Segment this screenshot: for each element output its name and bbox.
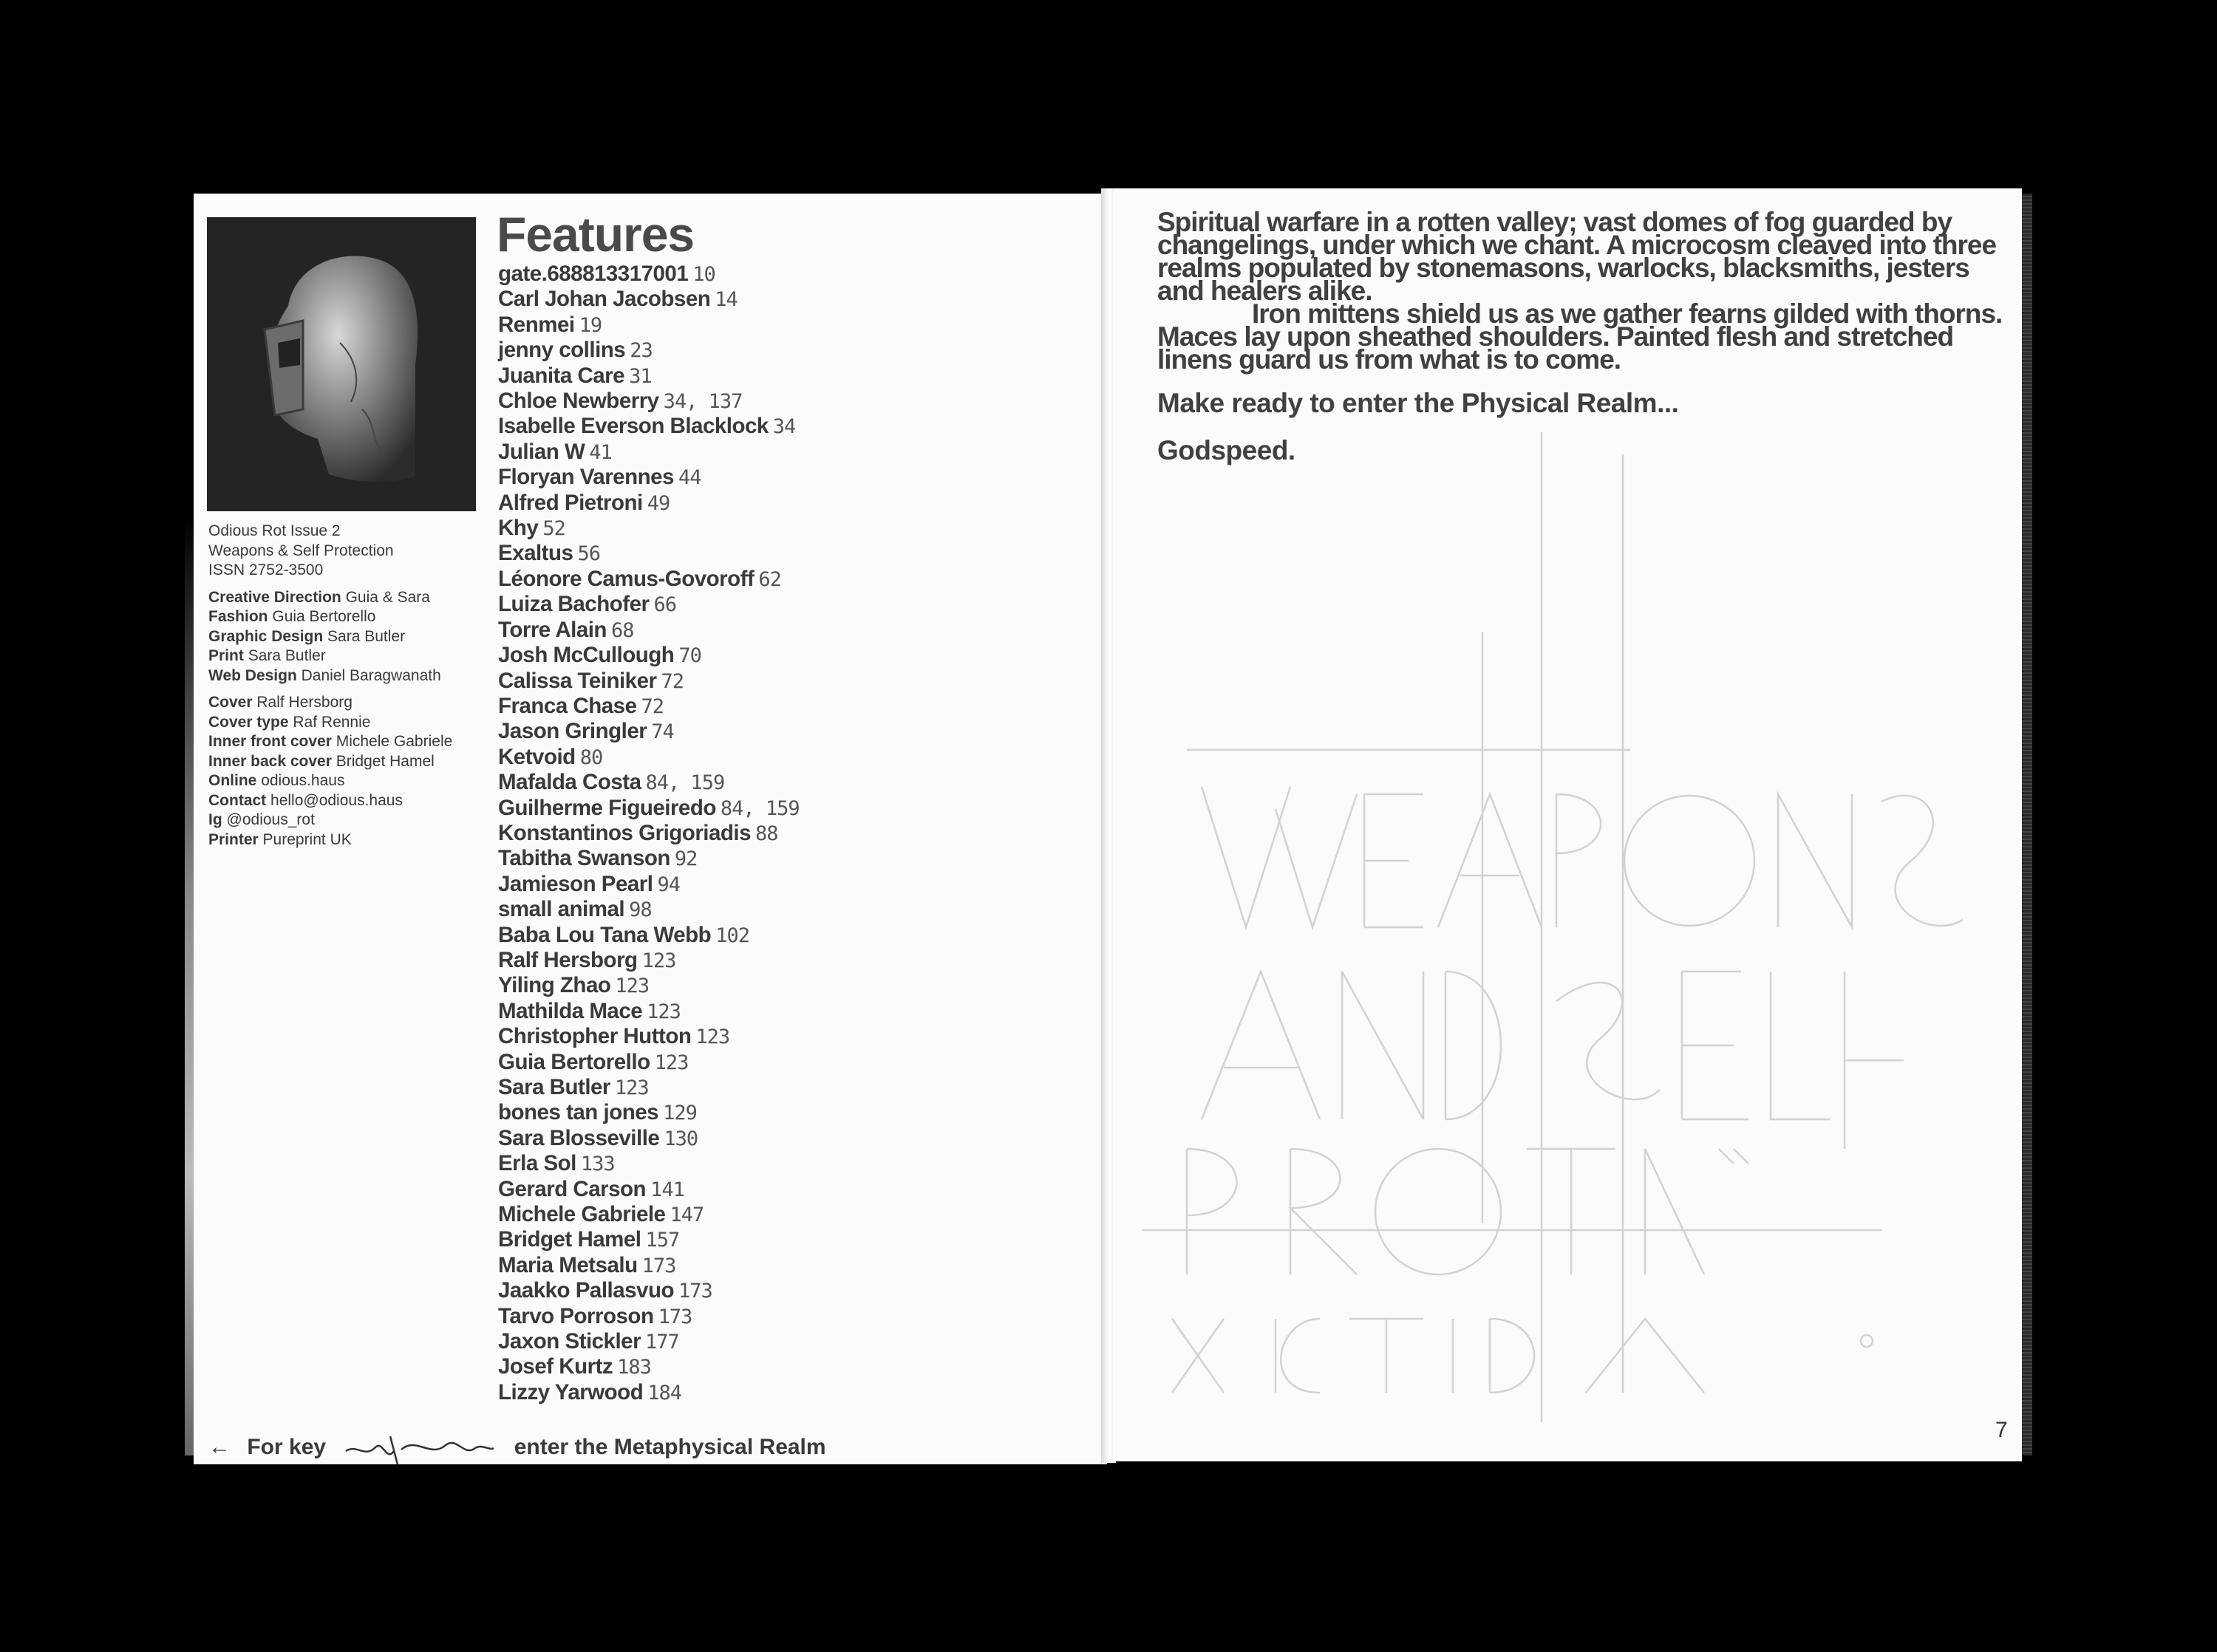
credit-role: Cover type <box>208 713 289 731</box>
feature-pages: 123 <box>654 1051 689 1074</box>
credit-name: Pureprint UK <box>262 830 352 848</box>
credit-row <box>208 627 482 647</box>
feature-row[interactable] <box>498 1304 882 1329</box>
feature-pages: 68 <box>610 618 634 642</box>
feature-pages: 123 <box>695 1025 730 1049</box>
feature-name: Jaxon Stickler <box>498 1329 641 1354</box>
footer-nav[interactable] <box>208 1429 826 1466</box>
left-page <box>194 194 1107 1464</box>
feature-pages: 94 <box>657 873 680 896</box>
feature-pages: 123 <box>615 975 650 998</box>
helmet-photo <box>207 217 476 511</box>
right-page <box>1113 188 2022 1461</box>
feature-row[interactable] <box>498 491 882 516</box>
feature-pages: 70 <box>678 644 701 668</box>
feature-row[interactable] <box>498 618 882 643</box>
feature-pages: 10 <box>692 263 715 286</box>
credit-role: Web Design <box>208 666 297 684</box>
feature-row[interactable] <box>498 923 882 948</box>
feature-row[interactable] <box>498 694 882 719</box>
feature-pages: 44 <box>678 466 701 490</box>
credit-row <box>208 693 482 713</box>
feature-row[interactable] <box>498 719 882 744</box>
credit-role: Online <box>208 772 257 789</box>
credit-name: Michele Gabriele <box>336 733 453 750</box>
feature-name: Christopher Hutton <box>498 1024 692 1049</box>
page-number: 7 <box>1995 1418 2008 1442</box>
feature-pages: 98 <box>629 898 652 922</box>
credit-row <box>208 810 482 830</box>
credit-row <box>208 830 482 850</box>
feature-name: Khy <box>498 516 539 541</box>
feature-pages: 74 <box>651 720 674 744</box>
credit-role: Print <box>208 647 244 664</box>
feature-name: Floryan Varennes <box>498 465 674 490</box>
intro-paragraph-1: Spiritual warfare in a rotten valley; vast domes of fog guarded by changelings, under which we chant. A microcosm cleaved into three realms populated by stonemasons, warlocks, blacksmiths, jesters and healers alike. <box>1157 207 1997 306</box>
feature-name: Sara Butler <box>498 1075 610 1099</box>
feature-pages: 41 <box>589 440 612 464</box>
feature-pages: 62 <box>758 567 781 591</box>
feature-pages: 102 <box>715 924 749 947</box>
feature-row[interactable] <box>498 973 882 998</box>
feature-name: Isabelle Everson Blacklock <box>498 414 769 439</box>
feature-name: Jaakko Pallasvuo <box>498 1278 674 1303</box>
feature-pages: 34, 137 <box>663 390 743 414</box>
credit-row <box>208 752 482 772</box>
feature-pages: 19 <box>579 313 602 337</box>
credit-role: Creative Direction <box>208 588 341 606</box>
credit-name: Guia & Sara <box>345 588 430 606</box>
feature-pages: 133 <box>580 1153 615 1176</box>
credit-row <box>208 666 482 686</box>
feature-name: Sara Blosseville <box>498 1125 660 1150</box>
feature-row[interactable] <box>498 1100 882 1125</box>
feature-pages: 66 <box>653 593 676 617</box>
feature-row[interactable] <box>498 363 882 389</box>
feature-pages: 173 <box>678 1280 712 1303</box>
feature-name: Franca Chase <box>498 693 637 718</box>
credit-role: Ig <box>208 811 222 828</box>
feature-pages: 123 <box>641 949 676 972</box>
feature-name: Exaltus <box>498 541 573 566</box>
feature-name: Baba Lou Tana Webb <box>498 922 712 947</box>
feature-name: Juanita Care <box>498 363 625 388</box>
cta-godspeed: Godspeed. <box>1157 435 1295 465</box>
feature-name: Michele Gabriele <box>498 1202 666 1227</box>
feature-pages: 88 <box>755 822 778 845</box>
feature-pages: 129 <box>663 1102 697 1125</box>
feature-name: Jason Gringler <box>498 719 647 744</box>
feature-pages: 31 <box>629 364 652 388</box>
feature-name: Erla Sol <box>498 1151 576 1176</box>
feature-row[interactable] <box>498 287 882 312</box>
feature-pages: 130 <box>664 1127 698 1150</box>
feature-row[interactable] <box>498 1380 882 1405</box>
feature-row[interactable] <box>498 389 882 414</box>
credit-role: Cover <box>208 694 253 711</box>
colophon <box>208 522 482 857</box>
feature-row[interactable] <box>498 1278 882 1303</box>
footer-text-before: For key <box>247 1435 327 1459</box>
feature-row[interactable] <box>498 516 882 541</box>
feature-name: Guia Bertorello <box>498 1049 650 1074</box>
feature-row[interactable] <box>498 770 882 795</box>
feature-pages: 80 <box>579 745 603 769</box>
feature-name: Mafalda Costa <box>498 770 641 795</box>
credit-name: Bridget Hamel <box>336 752 435 770</box>
feature-name: Ketvoid <box>498 744 576 769</box>
feature-row[interactable] <box>498 872 882 897</box>
feature-row[interactable] <box>498 846 882 871</box>
credit-name: Ralf Hersborg <box>256 694 353 711</box>
colophon-issue-line: Odious Rot Issue 2 <box>208 522 341 539</box>
credit-row <box>208 771 482 791</box>
feature-name: Jamieson Pearl <box>498 871 653 896</box>
credit-name: Sara Butler <box>327 627 406 645</box>
credit-role: Contact <box>208 791 267 809</box>
feature-pages: 14 <box>715 288 738 312</box>
credit-role: Inner back cover <box>208 752 332 770</box>
credit-role: Graphic Design <box>208 627 324 645</box>
credit-name: Raf Rennie <box>293 713 371 731</box>
feature-row[interactable] <box>498 669 882 694</box>
credit-name: @odious_rot <box>226 811 315 828</box>
feature-row[interactable] <box>498 1126 882 1151</box>
credit-role: Printer <box>208 830 259 848</box>
feature-name: Ralf Hersborg <box>498 947 638 972</box>
feature-name: gate.688813317001 <box>498 262 689 286</box>
feature-row[interactable] <box>498 821 882 846</box>
feature-name: small animal <box>498 897 625 922</box>
credit-role: Fashion <box>208 608 268 625</box>
feature-name: Calissa Teiniker <box>498 668 657 693</box>
feature-row[interactable] <box>498 1329 882 1354</box>
feature-row[interactable] <box>498 592 882 617</box>
feature-row[interactable] <box>498 262 882 287</box>
feature-row[interactable] <box>498 796 882 821</box>
feature-row[interactable] <box>498 541 882 566</box>
feature-name: Carl Johan Jacobsen <box>498 287 711 312</box>
feature-pages: 123 <box>614 1076 649 1099</box>
feature-name: Mathilda Mace <box>498 998 643 1023</box>
feature-row[interactable] <box>498 1075 882 1100</box>
feature-pages: 34 <box>772 415 796 439</box>
feature-pages: 84, 159 <box>645 771 725 795</box>
feature-name: Konstantinos Grigoriadis <box>498 820 752 845</box>
feature-row[interactable] <box>498 897 882 922</box>
feature-pages: 72 <box>661 669 684 693</box>
feature-row[interactable] <box>498 567 882 592</box>
feature-pages: 141 <box>650 1178 684 1201</box>
credit-name: Sara Butler <box>248 647 326 664</box>
feature-name: Bridget Hamel <box>498 1227 641 1252</box>
feature-name: Lizzy Yarwood <box>498 1379 644 1404</box>
feature-row[interactable] <box>498 643 882 668</box>
feature-row[interactable] <box>498 948 882 973</box>
cta-physical-realm: Make ready to enter the Physical Realm... <box>1157 388 1679 418</box>
page-edge-right <box>2020 194 2032 1455</box>
feature-pages: 173 <box>658 1305 692 1328</box>
features-list <box>498 262 882 1405</box>
feature-name: Guilherme Figueiredo <box>498 795 716 820</box>
intro-paragraph-2: Iron mittens shield us as we gather fearns gilded with thorns. Maces lay upon sheathed shoulders. Painted flesh and stretched linens guard us from what is to come. <box>1157 298 2003 375</box>
feature-pages: 23 <box>630 339 653 363</box>
feature-row[interactable] <box>498 313 882 338</box>
credit-row <box>208 607 482 627</box>
feature-name: Renmei <box>498 312 575 337</box>
colophon-issue-line: ISSN 2752-3500 <box>208 562 324 578</box>
feature-pages: 184 <box>647 1381 682 1404</box>
footer-text-after: enter the Metaphysical Realm <box>514 1435 826 1459</box>
credit-name: Daniel Baragwanath <box>301 666 441 684</box>
feature-row[interactable] <box>498 1050 882 1075</box>
feature-name: Josef Kurtz <box>498 1354 613 1379</box>
feature-name: Tarvo Porroson <box>498 1303 654 1328</box>
feature-pages: 72 <box>641 694 664 718</box>
intro-text <box>1157 207 2018 375</box>
credit-row <box>208 791 482 811</box>
feature-name: Léonore Camus-Govoroff <box>498 566 755 591</box>
feature-pages: 84, 159 <box>720 796 800 820</box>
credit-row <box>208 713 482 733</box>
feature-name: Alfred Pietroni <box>498 490 643 515</box>
feature-row[interactable] <box>498 414 882 439</box>
feature-name: bones tan jones <box>498 1100 659 1125</box>
feature-row[interactable] <box>498 338 882 363</box>
feature-row[interactable] <box>498 1024 882 1049</box>
feature-pages: 147 <box>670 1204 704 1227</box>
features-title: Features <box>497 207 695 262</box>
feature-pages: 52 <box>542 517 565 541</box>
credit-name: Guia Bertorello <box>272 608 376 625</box>
credit-row <box>208 646 482 666</box>
credit-name: odious.haus <box>261 772 345 789</box>
decorative-title-lettering <box>1142 410 2015 1430</box>
feature-name: Gerard Carson <box>498 1176 647 1201</box>
credit-name: hello@odious.haus <box>270 791 403 809</box>
feature-row[interactable] <box>498 440 882 465</box>
feature-row[interactable] <box>498 1151 882 1176</box>
feature-row[interactable] <box>498 1354 882 1379</box>
feature-name: Maria Metsalu <box>498 1252 638 1277</box>
feature-name: Julian W <box>498 439 585 464</box>
arrow-left-icon[interactable]: ← <box>208 1435 231 1459</box>
feature-pages: 157 <box>645 1229 680 1252</box>
feature-pages: 123 <box>647 1000 681 1023</box>
signature-key-glyph <box>342 1429 497 1466</box>
feature-pages: 92 <box>674 847 698 871</box>
feature-name: Tabitha Swanson <box>498 846 670 871</box>
feature-pages: 177 <box>645 1331 679 1354</box>
credit-row <box>208 732 482 752</box>
feature-name: Josh McCullough <box>498 643 675 668</box>
feature-row[interactable] <box>498 1253 882 1278</box>
feature-row[interactable] <box>498 1177 882 1202</box>
credit-role: Inner front cover <box>208 733 332 750</box>
feature-name: jenny collins <box>498 338 626 363</box>
feature-name: Torre Alain <box>498 617 607 642</box>
credit-row <box>208 588 482 608</box>
feature-pages: 173 <box>641 1254 676 1277</box>
feature-name: Luiza Bachofer <box>498 592 650 617</box>
colophon-issue-line: Weapons & Self Protection <box>208 542 394 559</box>
feature-pages: 49 <box>647 491 670 515</box>
feature-pages: 56 <box>577 542 600 566</box>
feature-row[interactable] <box>498 745 882 770</box>
feature-row[interactable] <box>498 1202 882 1227</box>
feature-row[interactable] <box>498 465 882 490</box>
feature-row[interactable] <box>498 1227 882 1252</box>
feature-name: Yiling Zhao <box>498 973 611 998</box>
feature-name: Chloe Newberry <box>498 389 659 414</box>
feature-pages: 183 <box>617 1356 651 1379</box>
feature-row[interactable] <box>498 999 882 1024</box>
